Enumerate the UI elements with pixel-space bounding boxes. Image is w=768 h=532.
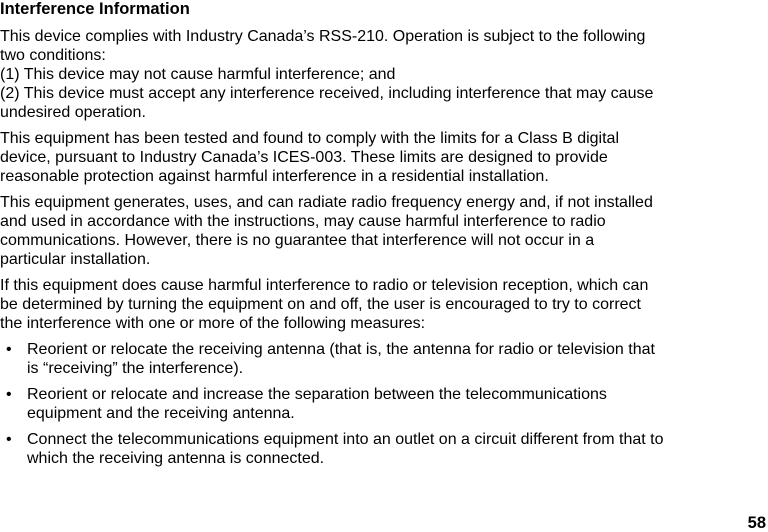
text-line: be determined by turning the equipment on and off, the user is encouraged to try to correct xyxy=(0,296,641,313)
text-line: particular installation. xyxy=(0,251,151,268)
text-line: If this equipment does cause harmful interference to radio or television reception, which can xyxy=(0,277,649,294)
text-line: equipment and the receiving antenna. xyxy=(27,405,295,422)
text-line: (2) This device must accept any interference received, including interference that may cause xyxy=(0,85,654,102)
text-line: device, pursuant to Industry Canada’s ICES-003. These limits are designed to provide xyxy=(0,149,608,166)
text-line: Reorient or relocate and increase the separation between the telecommunications xyxy=(27,386,607,403)
text-line: is “receiving” the interference). xyxy=(27,360,244,377)
text-line: reasonable protection against harmful interference in a residential installation. xyxy=(0,168,549,185)
list-item xyxy=(0,385,766,423)
text-line: two conditions: xyxy=(0,47,106,64)
text-line: This device complies with Industry Canada’s RSS-210. Operation is subject to the following xyxy=(0,28,646,45)
text-line: Reorient or relocate the receiving antenna (that is, the antenna for radio or television that xyxy=(27,341,655,358)
list-item xyxy=(0,430,766,468)
page-number: 58 xyxy=(747,514,766,532)
text-line: Connect the telecommunications equipment into an outlet on a circuit different from that to xyxy=(27,431,664,448)
paragraph-class-b xyxy=(0,129,766,186)
text-line: This equipment generates, uses, and can radiate radio frequency energy and, if not installed xyxy=(0,194,653,211)
text-line: and used in accordance with the instructions, may cause harmful interference to radio xyxy=(0,213,606,230)
list-item xyxy=(0,340,766,378)
measures-list xyxy=(0,340,766,468)
paragraph-measures-intro xyxy=(0,276,766,333)
document-body xyxy=(0,27,766,475)
paragraph-radio-energy xyxy=(0,193,766,269)
bullet-icon: • xyxy=(6,431,12,448)
bullet-icon: • xyxy=(6,341,12,358)
paragraph-conditions xyxy=(0,27,766,122)
text-line: undesired operation. xyxy=(0,104,146,121)
text-line: which the receiving antenna is connected. xyxy=(27,450,325,467)
page-title: Interference Information xyxy=(0,0,190,18)
text-line: This equipment has been tested and found to comply with the limits for a Class B digital xyxy=(0,130,619,147)
text-line: the interference with one or more of the following measures: xyxy=(0,315,426,332)
text-line: communications. However, there is no guarantee that interference will not occur in a xyxy=(0,232,595,249)
text-line: (1) This device may not cause harmful interference; and xyxy=(0,66,396,83)
bullet-icon: • xyxy=(6,386,12,403)
